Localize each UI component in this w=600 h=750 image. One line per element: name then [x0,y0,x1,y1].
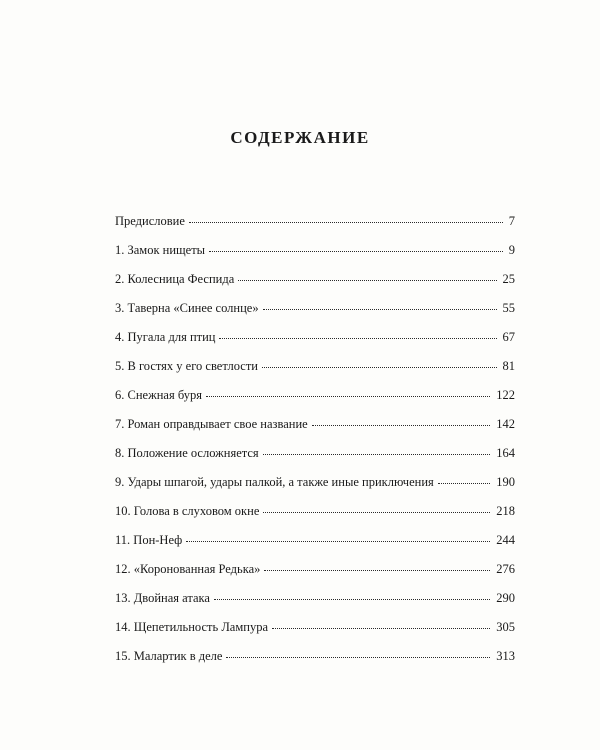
dot-leader [189,212,503,223]
toc-entry-page: 142 [496,417,515,431]
dot-leader [186,531,490,542]
toc-entry-page: 305 [496,620,515,634]
toc-entry[interactable] [115,533,515,562]
toc-entry-page: 276 [496,562,515,576]
toc-entry[interactable] [115,504,515,533]
dot-leader [209,241,503,252]
table-of-contents [115,214,515,678]
page-title: СОДЕРЖАНИЕ [230,128,370,147]
toc-entry-label: 4. Пугала для птиц [115,330,216,344]
toc-entry-label: 6. Снежная буря [115,388,202,402]
toc-entry[interactable] [115,417,515,446]
toc-entry[interactable] [115,214,515,243]
dot-leader [438,473,490,484]
toc-entry-page: 244 [496,533,515,547]
toc-entry-page: 55 [502,301,515,315]
toc-entry[interactable] [115,359,515,388]
toc-entry-label: 15. Малартик в деле [115,649,223,663]
dot-leader [219,328,496,339]
dot-leader [263,444,491,455]
toc-entry-label: 10. Голова в слуховом окне [115,504,260,518]
toc-entry[interactable] [115,388,515,417]
toc-entry-label: 5. В гостях у его светлости [115,359,258,373]
dot-leader [206,386,490,397]
dot-leader [238,270,496,281]
toc-entry-page: 9 [508,243,515,257]
toc-entry-page: 7 [508,214,515,228]
dot-leader [312,415,491,426]
toc-entry[interactable] [115,591,515,620]
toc-entry-label: 1. Замок нищеты [115,243,206,257]
toc-entry-page: 218 [496,504,515,518]
toc-entry-label: 8. Положение осложняется [115,446,259,460]
dot-leader [272,618,490,629]
toc-entry-page: 313 [496,649,515,663]
dot-leader [214,589,490,600]
toc-entry-label: 7. Роман оправдывает свое название [115,417,308,431]
toc-entry-label: 2. Колесница Феспида [115,272,235,286]
dot-leader [262,357,497,368]
toc-entry[interactable] [115,301,515,330]
toc-entry-label: 11. Пон-Неф [115,533,183,547]
dot-leader [263,502,490,513]
toc-entry[interactable] [115,475,515,504]
toc-entry-page: 190 [496,475,515,489]
dot-leader [226,647,490,658]
dot-leader [263,299,497,310]
toc-entry-page: 81 [502,359,515,373]
toc-entry-page: 290 [496,591,515,605]
toc-entry[interactable] [115,330,515,359]
toc-entry-label: 12. «Коронованная Редька» [115,562,261,576]
toc-entry-label: 14. Щепетильность Лампура [115,620,268,634]
toc-entry-page: 122 [496,388,515,402]
toc-entry-label: 3. Таверна «Синее солнце» [115,301,259,315]
toc-entry[interactable] [115,620,515,649]
toc-entry[interactable] [115,446,515,475]
toc-entry[interactable] [115,243,515,272]
toc-entry-page: 67 [502,330,515,344]
toc-entry-page: 164 [496,446,515,460]
toc-entry-label: 13. Двойная атака [115,591,210,605]
toc-entry[interactable] [115,272,515,301]
toc-entry-page: 25 [502,272,515,286]
toc-entry[interactable] [115,562,515,591]
toc-entry[interactable] [115,649,515,678]
dot-leader [264,560,490,571]
toc-entry-label: Предисловие [115,214,185,228]
toc-entry-label: 9. Удары шпагой, удары палкой, а также иные приключения [115,475,434,489]
